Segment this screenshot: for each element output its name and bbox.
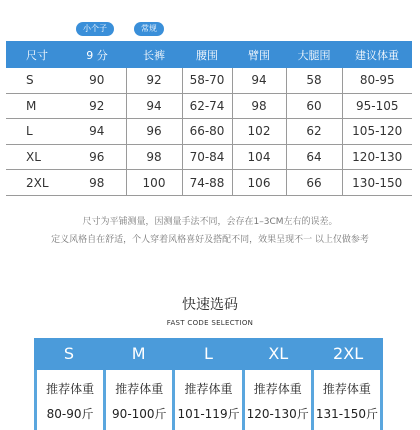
header-size: 尺寸: [6, 41, 68, 68]
table-row: [6, 68, 412, 93]
quick-cell-xl: [245, 370, 311, 430]
quick-select-subtitle: FAST CODE SELECTION: [166, 319, 254, 327]
quick-cell-s: [37, 370, 103, 430]
recommended-weight-label: 推荐体重: [46, 382, 95, 396]
recommended-weight-value: 120-130斤: [246, 407, 309, 421]
cell-ninth: 94: [68, 119, 126, 145]
cell-long: 94: [126, 93, 182, 119]
length-tags: [76, 22, 164, 36]
cell-arm: 106: [232, 170, 286, 196]
cell-weight: 80-95: [342, 68, 412, 93]
cell-arm: 102: [232, 119, 286, 145]
cell-arm: 94: [232, 68, 286, 93]
cell-waist: 74-88: [182, 170, 232, 196]
quick-size-s: S: [63, 344, 74, 363]
cell-long: 96: [126, 119, 182, 145]
quick-size-header: [34, 338, 383, 370]
cell-waist: 70-84: [182, 144, 232, 170]
quick-size-l: L: [204, 344, 213, 363]
cell-thigh: 66: [286, 170, 342, 196]
recommended-weight-label: 推荐体重: [322, 382, 371, 396]
cell-thigh: 64: [286, 144, 342, 170]
recommended-weight-value: 101-119斤: [177, 407, 240, 421]
cell-size: L: [6, 119, 68, 145]
quick-weight-row: [34, 370, 383, 430]
size-table-header: [6, 41, 412, 68]
measurement-note: 尺寸为平铺测量，因测量手法不同，会存在1–3CM左右的误差。: [82, 217, 338, 227]
recommended-weight-value: 90-100斤: [112, 407, 167, 421]
cell-long: 100: [126, 170, 182, 196]
cell-weight: 105-120: [342, 119, 412, 145]
header-arm: 臂围: [232, 41, 286, 68]
cell-thigh: 60: [286, 93, 342, 119]
cell-ninth: 98: [68, 170, 126, 196]
header-ninth: 9 分: [68, 41, 126, 68]
cell-waist: 58-70: [182, 68, 232, 93]
cell-size: XL: [6, 144, 68, 170]
tag-petite[interactable]: 小个子: [76, 22, 114, 36]
table-row: [6, 170, 412, 196]
cell-size: M: [6, 93, 68, 119]
size-table: [6, 41, 412, 196]
table-row: [6, 119, 412, 145]
cell-weight: 130-150: [342, 170, 412, 196]
quick-size-panel: [34, 338, 383, 430]
header-long: 长裤: [126, 41, 182, 68]
header-weight: 建议体重: [342, 41, 412, 68]
cell-arm: 104: [232, 144, 286, 170]
recommended-weight-label: 推荐体重: [184, 382, 233, 396]
quick-size-xl: XL: [268, 344, 289, 363]
cell-ninth: 92: [68, 93, 126, 119]
cell-waist: 66-80: [182, 119, 232, 145]
style-note: 定义风格自在舒适，个人穿着风格喜好及搭配不同，效果呈现不一 以上仅做参考: [51, 235, 369, 245]
cell-size: 2XL: [6, 170, 68, 196]
recommended-weight-label: 推荐体重: [253, 382, 302, 396]
quick-cell-m: [106, 370, 172, 430]
cell-ninth: 90: [68, 68, 126, 93]
quick-size-m: M: [131, 344, 146, 363]
recommended-weight-label: 推荐体重: [115, 382, 164, 396]
header-waist: 腰围: [182, 41, 232, 68]
table-row: [6, 93, 412, 119]
quick-cell-l: [175, 370, 241, 430]
cell-long: 98: [126, 144, 182, 170]
table-row: [6, 144, 412, 170]
cell-waist: 62-74: [182, 93, 232, 119]
cell-ninth: 96: [68, 144, 126, 170]
recommended-weight-value: 131-150斤: [315, 407, 378, 421]
cell-weight: 95-105: [342, 93, 412, 119]
quick-size-2xl: 2XL: [333, 344, 364, 363]
cell-weight: 120-130: [342, 144, 412, 170]
recommended-weight-value: 80-90斤: [46, 407, 94, 421]
cell-thigh: 58: [286, 68, 342, 93]
tag-regular[interactable]: 常规: [134, 22, 164, 36]
quick-cell-2xl: [314, 370, 380, 430]
header-thigh: 大腿围: [286, 41, 342, 68]
cell-size: S: [6, 68, 68, 93]
cell-long: 92: [126, 68, 182, 93]
cell-thigh: 62: [286, 119, 342, 145]
cell-arm: 98: [232, 93, 286, 119]
quick-select-title: 快速选码: [182, 297, 238, 313]
